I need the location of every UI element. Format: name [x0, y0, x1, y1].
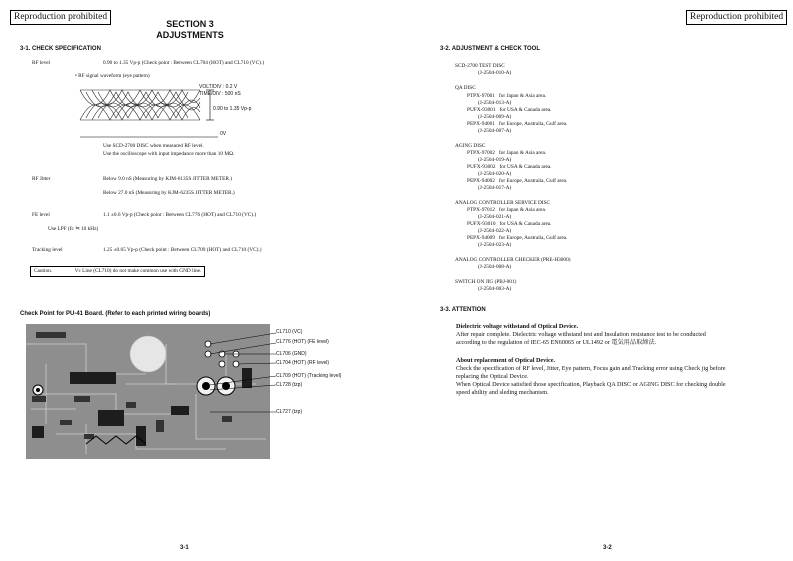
- aging-disc-part: (J-2504-020-A): [478, 171, 512, 177]
- cl727-label: CL727 (tzp): [276, 409, 303, 415]
- section-name: ADJUSTMENTS: [156, 30, 224, 40]
- qa-disc-title: QA DISC: [455, 85, 476, 91]
- aging-disc-part: (J-2504-019-A): [478, 157, 512, 163]
- cl728-label: CL728 (tzp): [276, 382, 303, 388]
- dielectric-line: After repair complete. Dielectric voltage withstand test and Insulation resistance test to be conducted: [456, 331, 706, 338]
- rf-level-label: RF level: [32, 60, 51, 66]
- qa-disc-item: PUFX-93001 for USA & Canada area.: [467, 107, 552, 113]
- adjust-tool-heading: 3-2. ADJUSTMENT & CHECK TOOL: [440, 46, 541, 52]
- dielectric-title: Dielectric voltage withstand of Optical Device.: [456, 323, 579, 330]
- analog-disc-title: ANALOG CONTROLLER SERVICE DISC: [455, 200, 551, 206]
- analog-disc-part: (J-2504-021-A): [478, 214, 512, 220]
- replace-line: When Optical Device satisfied those specification, Playback QA DISC or AGING DISC for checking double: [456, 381, 726, 388]
- rf-level-note-2: Use the oscilloscope with input impedance more than 10 MΩ.: [103, 151, 235, 157]
- qa-disc-item: PEPX-94001 for Europe, Australia, Gulf area.: [467, 121, 568, 127]
- waveform-caption: • RF signal waveform (eye pattern): [75, 73, 150, 79]
- test-disc-name: SCD-2700 TEST DISC: [455, 63, 505, 69]
- time-div-label: TIME/DIV : 500 nS: [199, 91, 241, 97]
- qa-disc-part: (J-2504-013-A): [478, 100, 512, 106]
- section-number: SECTION 3: [166, 19, 214, 29]
- fe-level-label: FE level: [32, 212, 50, 218]
- caution-text: Vc Line (CL710) do not make common use with GND line.: [74, 268, 202, 274]
- check-point-heading: Check Point for PU-41 Board. (Refer to each printed wiring boards): [20, 311, 211, 317]
- replace-line: speed ability and sleding mechanism.: [456, 389, 549, 396]
- replace-title: About replacement of Optical Device.: [456, 357, 556, 364]
- analog-disc-item: PEPX-94009 for Europe, Australia, Gulf area.: [467, 235, 568, 241]
- reproduction-prohibited-badge-left: Reproduction prohibited: [10, 10, 111, 25]
- aging-disc-item: PTPX-97002 for Japan & Asia area.: [467, 150, 547, 156]
- test-disc-part: (J-2504-010-A): [478, 70, 512, 76]
- amplitude-label: 0.90 to 1.35 Vp-p: [213, 106, 252, 112]
- aging-disc-item: PUFX-93002 for USA & Canada area.: [467, 164, 552, 170]
- page-number-left: 3-1: [180, 545, 189, 551]
- dielectric-line: according to the regulation of IEC-65 EN60065 or UL1492 or 電気用品取締法.: [456, 339, 657, 346]
- rf-jitter-line-1: Below 9.0 nS (Measuring by KJM-6135S JITTER METER.): [103, 176, 233, 182]
- replace-line: replacing the Optical Device.: [456, 373, 529, 380]
- switch-jig-name: SWITCH ON JIG (PBJ-001): [455, 279, 517, 285]
- switch-jig-part: (J-2504-003-A): [478, 286, 512, 292]
- caution-label: Caution.: [34, 268, 53, 274]
- aging-disc-part: (J-2504-017-A): [478, 185, 512, 191]
- qa-disc-item: PTPX-97001 for Japan & Asia area.: [467, 93, 547, 99]
- tracking-level-value: 1.25 ±0.65 Vp-p (Check point : Between CL709 (HOT) and CL710 (VC).): [103, 247, 262, 253]
- rf-jitter-label: RF Jitter: [32, 176, 51, 182]
- rf-level-value: 0.90 to 1.35 Vp-p (Check point : Between CL704 (HOT) and CL710 (VC).): [103, 60, 264, 66]
- zero-volt-label: 0V: [220, 131, 227, 137]
- attention-heading: 3-3. ATTENTION: [440, 307, 486, 313]
- replace-line: Check the specification of RF level, Jitter, Eye pattern, Focus gain and Tracking error using Check jig before: [456, 365, 726, 372]
- reproduction-prohibited-badge-right: Reproduction prohibited: [686, 10, 787, 25]
- section-title: [130, 19, 250, 41]
- cl710-label: CL710 (VC): [276, 329, 303, 335]
- analog-checker-part: (J-2504-008-A): [478, 264, 512, 270]
- cl709-label: CL709 (HOT) (Tracking level): [276, 373, 342, 379]
- analog-disc-item: PTPX-97012 for Japan & Asia area.: [467, 207, 547, 213]
- volt-div-label: VOLT/DIV : 0.2 V: [199, 84, 238, 90]
- eye-pattern-waveform: [78, 80, 228, 142]
- cl706-label: CL706 (GND): [276, 351, 307, 357]
- qa-disc-part: (J-2504-009-A): [478, 114, 512, 120]
- cl704-label: CL704 (HOT) (RF level): [276, 360, 330, 366]
- qa-disc-part: (J-2504-007-A): [478, 128, 512, 134]
- rf-level-note-1: Use SCD-2700 DISC when measured RF level.: [103, 143, 204, 149]
- analog-disc-part: (J-2504-022-A): [478, 228, 512, 234]
- analog-disc-part: (J-2504-023-A): [478, 242, 512, 248]
- caution-box: [30, 266, 205, 277]
- aging-disc-title: AGING DISC: [455, 143, 486, 149]
- analog-disc-item: PUFX-93010 for USA & Canada area.: [467, 221, 552, 227]
- check-spec-heading: 3-1. CHECK SPECIFICATION: [20, 46, 101, 52]
- analog-checker-name: ANALOG CONTROLLER CHECKER (PRE-H3000): [455, 257, 571, 263]
- rf-jitter-line-2: Below 27.0 nS (Measuring by KJM-6235S JITTER METER.): [103, 190, 235, 196]
- page-number-right: 3-2: [603, 545, 612, 551]
- aging-disc-item: PEPX-94002 for Europe, Australia, Gulf area.: [467, 178, 568, 184]
- fe-level-value: 1.1 ±0.6 Vp-p (Check point : Between CL776 (HOT) and CL710 (VC).): [103, 212, 257, 218]
- tracking-level-label: Tracking level: [32, 247, 63, 253]
- fe-level-note: Use LPF (fc ≒ 10 kHz): [48, 226, 99, 232]
- cl776-label: CL776 (HOT) (FE level): [276, 339, 329, 345]
- check-point-leader-lines: [210, 326, 280, 416]
